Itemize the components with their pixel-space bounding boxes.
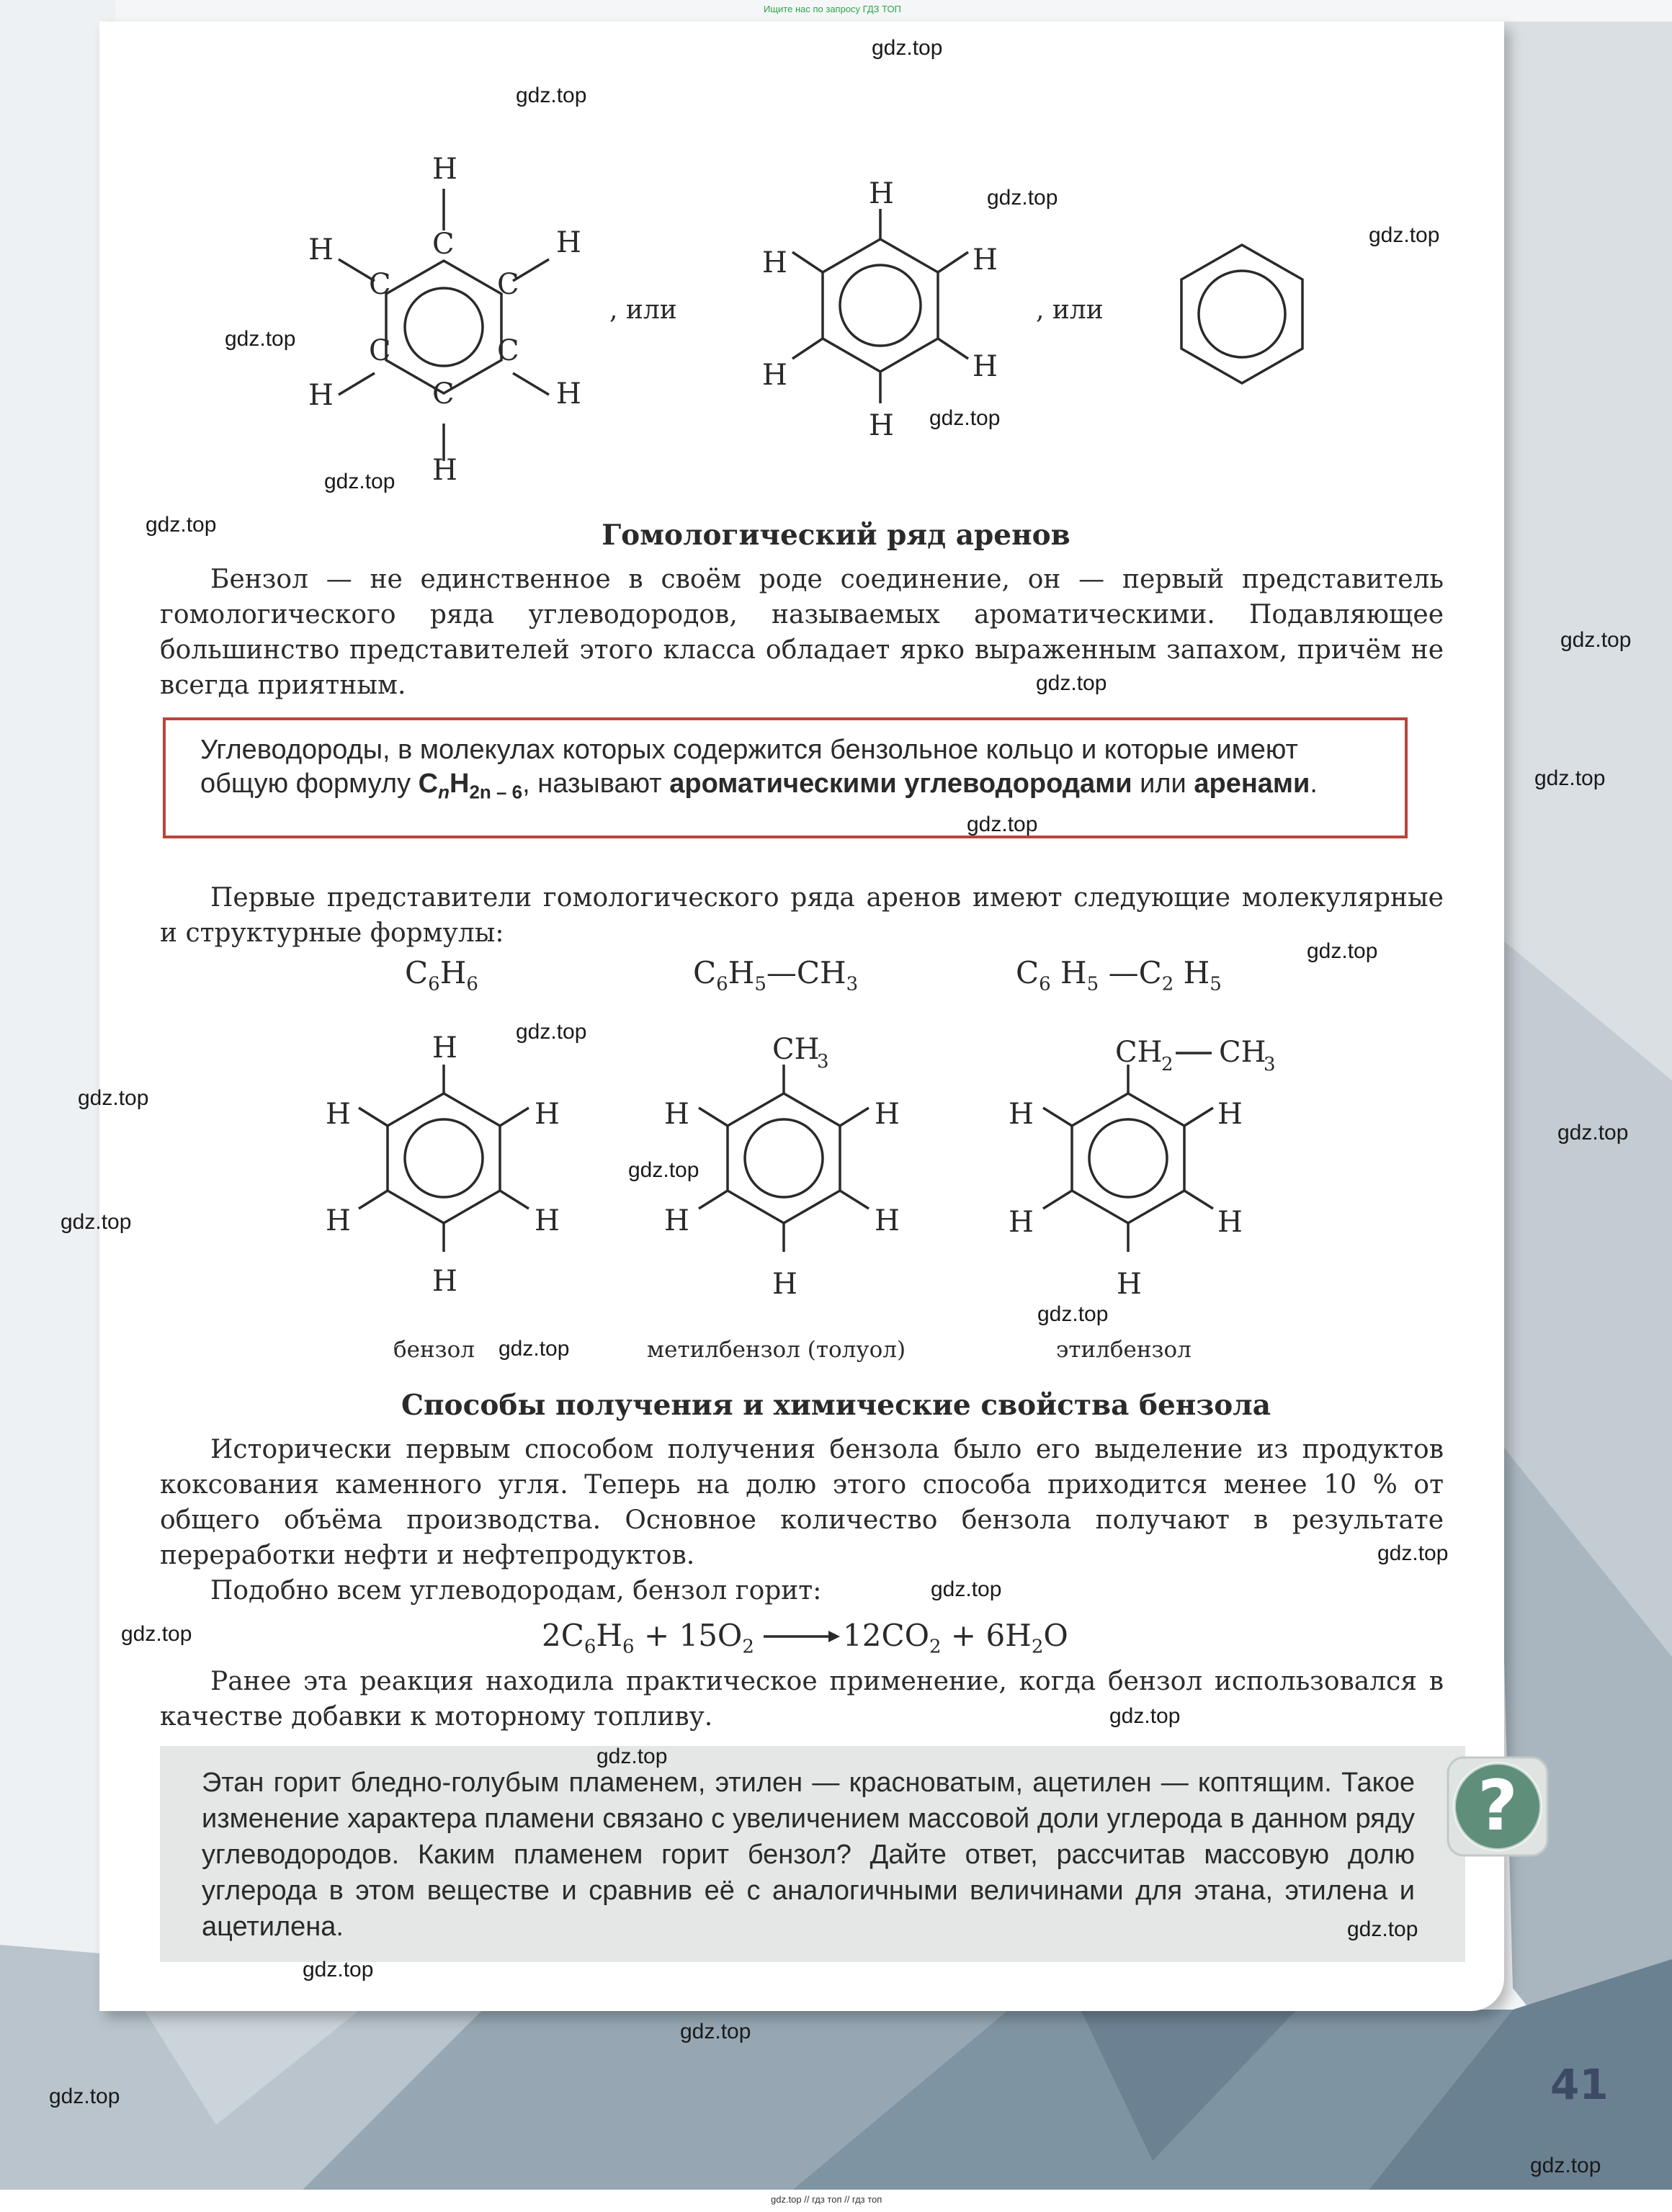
- definition-box: Углеводороды, в молекулах которых содержится бензольное кольцо и которые имеют общую формулу $C_nH_{2n - 6}$, называют ароматическими углеводородами или аренами.: [163, 717, 1408, 838]
- caption-benzene: бензол: [393, 1337, 475, 1363]
- atom-label: H: [432, 454, 457, 487]
- term-arenes: аренами: [1194, 769, 1310, 799]
- watermark: gdz.top: [1560, 628, 1632, 652]
- or-separator: , или: [609, 295, 677, 325]
- watermark: gdz.top: [303, 1958, 374, 1982]
- watermark: gdz.top: [1307, 939, 1378, 963]
- question-box: [160, 1746, 1465, 1962]
- atom-label: C: [432, 228, 455, 261]
- watermark: gdz.top: [1530, 2154, 1601, 2177]
- watermark: gdz.top: [1557, 1121, 1629, 1145]
- atom-label: H: [326, 1204, 351, 1237]
- atom-label: CH: [1219, 1036, 1266, 1069]
- atom-label: H: [432, 153, 457, 186]
- watermark: gdz.top: [987, 186, 1058, 210]
- atom-label: H: [875, 1098, 900, 1131]
- atom-label: H: [1217, 1098, 1243, 1131]
- atom-label: H: [664, 1204, 689, 1237]
- watermark: gdz.top: [121, 1622, 192, 1646]
- atom-label: 3: [817, 1051, 829, 1073]
- reaction-arrow-head: [828, 1631, 840, 1642]
- watermark: gdz.top: [516, 1020, 587, 1044]
- paragraph-history: Исторически первым способом получения бензола было его выделение из продуктов коксования каменного угля. Теперь на долю этого способа приходится менее 10 % от общего объёма производства. Основное количество бензола получают в результате переработки нефти и нефтепродуктов. Подобно всем углеводородам, бензол горит:: [160, 1435, 1444, 1606]
- atom-label: H: [875, 1204, 900, 1237]
- watermark: gdz.top: [967, 812, 1038, 836]
- watermark: gdz.top: [680, 2020, 751, 2043]
- atom-label: H: [432, 1265, 457, 1298]
- definition-text: Углеводороды, в молекулах которых содержится бензольное кольцо и которые имеют общую формулу: [200, 735, 1298, 799]
- atom-label: CH: [1115, 1036, 1163, 1069]
- atom-label: H: [556, 377, 581, 411]
- section-title-production: Способы получения и химические свойства бензола: [401, 1389, 1271, 1422]
- watermark: gdz.top: [516, 84, 587, 107]
- question-icon: [1445, 1755, 1550, 1858]
- atom-label: H: [535, 1204, 560, 1237]
- watermark: gdz.top: [628, 1158, 699, 1182]
- watermark: gdz.top: [1036, 671, 1107, 695]
- combustion-equation: $2C_6H_6 + 15O_2$: [542, 1618, 754, 1658]
- atom-label: H: [556, 226, 581, 259]
- watermark: gdz.top: [78, 1086, 149, 1110]
- atom-label: H: [973, 243, 998, 277]
- watermark: gdz.top: [931, 1577, 1002, 1601]
- atom-label: C: [369, 334, 391, 367]
- atom-label: H: [869, 177, 894, 210]
- combustion-products: $12CO_2 + 6H_2O$: [843, 1618, 1068, 1658]
- watermark: gdz.top: [225, 327, 296, 351]
- watermark: gdz.top: [1369, 223, 1440, 247]
- section-title-homologous-series: Гомологический ряд аренов: [602, 519, 1070, 552]
- atom-label: H: [772, 1268, 797, 1301]
- atom-label: H: [1009, 1098, 1034, 1131]
- question-text: Этан горит бледно-голубым пламенем, этилен — красноватым, ацетилен — коптящим. Такое изменение характера пламени связано с увеличением массовой доли углерода в данном ряду углеводородов. Каким пламенем горит бензол? Дайте ответ, рассчитав массовую долю углерода в этом веществе и сравнив её с аналогичными величинами для этана, этилена и ацетилена.: [202, 1768, 1415, 1942]
- watermark: gdz.top: [596, 1745, 668, 1768]
- watermark: gdz.top: [929, 406, 1001, 430]
- atom-label: H: [308, 233, 334, 267]
- watermark: gdz.top: [61, 1210, 132, 1234]
- benzene-ring-kekule: [386, 261, 501, 393]
- atom-label: H: [1217, 1206, 1243, 1239]
- watermark: gdz.top: [872, 36, 943, 60]
- atom-label: H: [535, 1098, 560, 1131]
- watermark: gdz.top: [49, 2085, 120, 2108]
- atom-label: H: [432, 1031, 457, 1065]
- atom-label: C: [497, 268, 519, 301]
- watermark: gdz.top: [1347, 1917, 1418, 1941]
- atom-label: C: [497, 334, 519, 367]
- watermark: gdz.top: [1377, 1541, 1449, 1565]
- atom-label: 3: [1264, 1054, 1276, 1075]
- caption-toluene: метилбензол (толуол): [647, 1337, 906, 1363]
- atom-label: H: [664, 1098, 689, 1131]
- top-note: Ищите нас по запросу ГДЗ ТОП: [764, 4, 901, 14]
- atom-label: H: [326, 1098, 351, 1131]
- atom-label: 2: [1161, 1054, 1173, 1075]
- watermark: gdz.top: [1037, 1302, 1109, 1326]
- atom-label: H: [1009, 1206, 1034, 1239]
- watermark: gdz.top: [1534, 766, 1606, 790]
- page-number: 41: [1550, 2060, 1609, 2109]
- atom-label: H: [973, 350, 998, 383]
- watermark: gdz.top: [146, 513, 217, 537]
- bottom-note: gdz.top // гдз топ // гдз топ: [771, 2194, 882, 2205]
- formula-ethylbenzene: $C_6$ $H_5$ $—C_2$ $H_5$: [1016, 955, 1222, 995]
- atom-label: H: [1117, 1268, 1142, 1301]
- formula-toluene: $C_6H_5—CH_3$: [693, 955, 859, 995]
- paragraph-members: Первые представители гомологического ряда аренов имеют следующие молекулярные и структурные формулы:: [160, 883, 1444, 948]
- watermark: gdz.top: [1109, 1704, 1181, 1728]
- atom-label: H: [308, 379, 334, 412]
- paragraph-intro: Бензол — не единственное в своём роде соединение, он — первый представитель гомологического ряда углеводородов, называемых ароматическими. Подавляющее большинство представителей этого класса обладает ярко выраженным запахом, причём не всегда приятным.: [160, 565, 1444, 700]
- atom-label: C: [369, 268, 391, 301]
- paragraph-fuel: Ранее эта реакция находила практическое применение, когда бензол использовался в качестве добавки к моторному топливу.: [160, 1667, 1444, 1732]
- term-aromatic: ароматическими углеводородами: [669, 769, 1132, 799]
- watermark: gdz.top: [499, 1337, 570, 1361]
- atom-label: CH: [772, 1033, 820, 1066]
- formula-benzene: $C_6H_6$: [405, 955, 478, 995]
- svg-text:?: ?: [1477, 1765, 1518, 1846]
- caption-ethylbenzene: этилбензол: [1056, 1337, 1192, 1363]
- atom-label: H: [869, 409, 894, 442]
- or-separator: , или: [1036, 295, 1104, 325]
- atom-label: C: [432, 377, 455, 411]
- atom-label: H: [762, 246, 787, 279]
- atom-label: H: [762, 359, 787, 392]
- watermark: gdz.top: [324, 470, 395, 493]
